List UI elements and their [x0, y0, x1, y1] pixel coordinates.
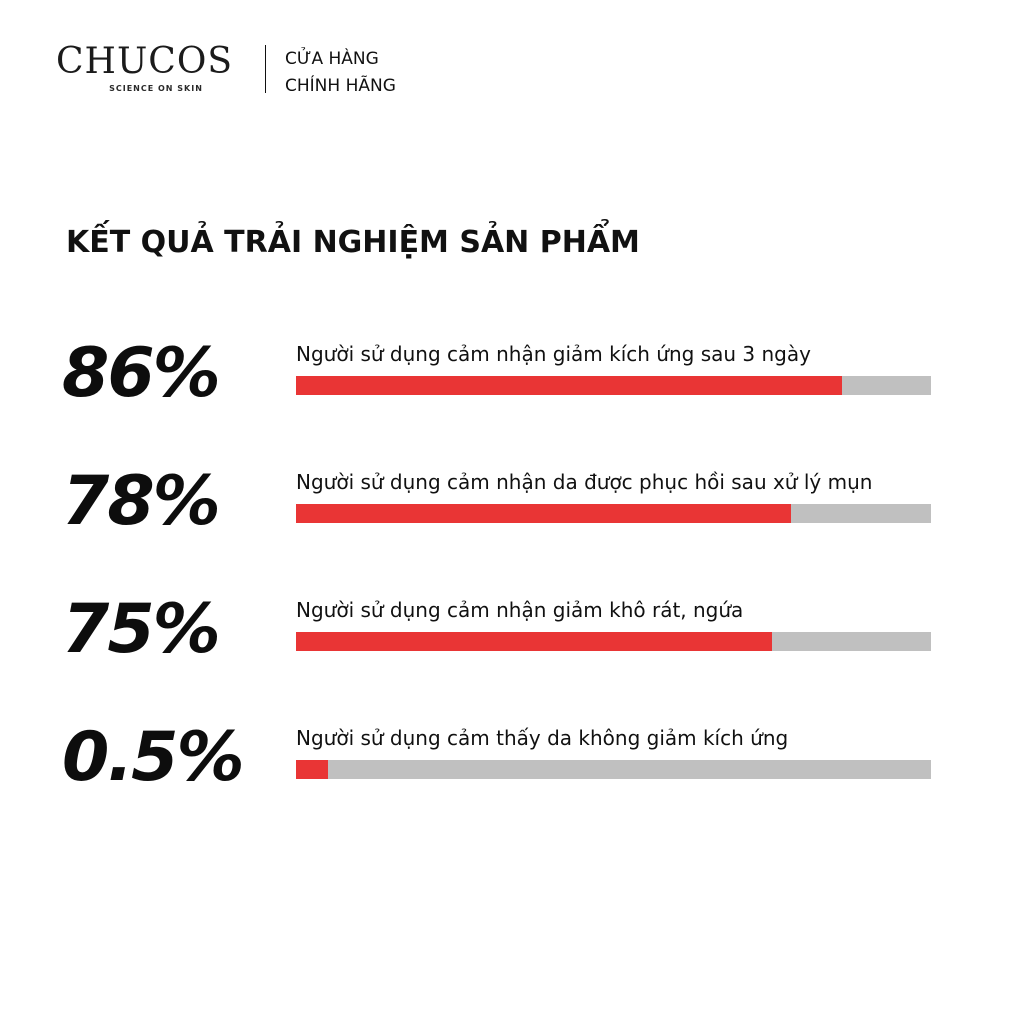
stat-row — [0, 718, 1024, 818]
bar-track — [296, 760, 931, 779]
bar-fill — [296, 504, 791, 523]
stat-category-label: Người sử dụng cảm thấy da không giảm kích ứng — [296, 726, 789, 750]
stat-value-label: 86% — [62, 334, 219, 413]
store-label-line2: CHÍNH HÃNG — [285, 76, 396, 96]
stat-row — [0, 334, 1024, 434]
logo-wordmark: CHUCOS — [56, 41, 233, 82]
stat-row — [0, 590, 1024, 690]
stat-value-label: 75% — [62, 590, 219, 669]
stat-category-label: Người sử dụng cảm nhận da được phục hồi sau xử lý mụn — [296, 470, 873, 494]
brand-divider — [265, 45, 266, 93]
stat-category-label: Người sử dụng cảm nhận giảm kích ứng sau 3 ngày — [296, 342, 811, 366]
page-title: KẾT QUẢ TRẢI NGHIỆM SẢN PHẨM — [66, 225, 640, 260]
bar-fill — [296, 632, 772, 651]
official-store-label — [285, 46, 396, 100]
bar-fill — [296, 760, 328, 779]
chucos-logo — [56, 42, 246, 94]
logo-tagline: SCIENCE ON SKIN — [109, 84, 203, 93]
store-label-line1: CỬA HÀNG — [285, 49, 379, 69]
stat-category-label: Người sử dụng cảm nhận giảm khô rát, ngứa — [296, 598, 744, 622]
brand-header — [56, 42, 456, 102]
bar-track — [296, 632, 931, 651]
bar-track — [296, 504, 931, 523]
stat-row — [0, 462, 1024, 562]
bar-fill — [296, 376, 842, 395]
stat-value-label: 78% — [62, 462, 219, 541]
bar-track — [296, 376, 931, 395]
stat-value-label: 0.5% — [62, 718, 243, 797]
